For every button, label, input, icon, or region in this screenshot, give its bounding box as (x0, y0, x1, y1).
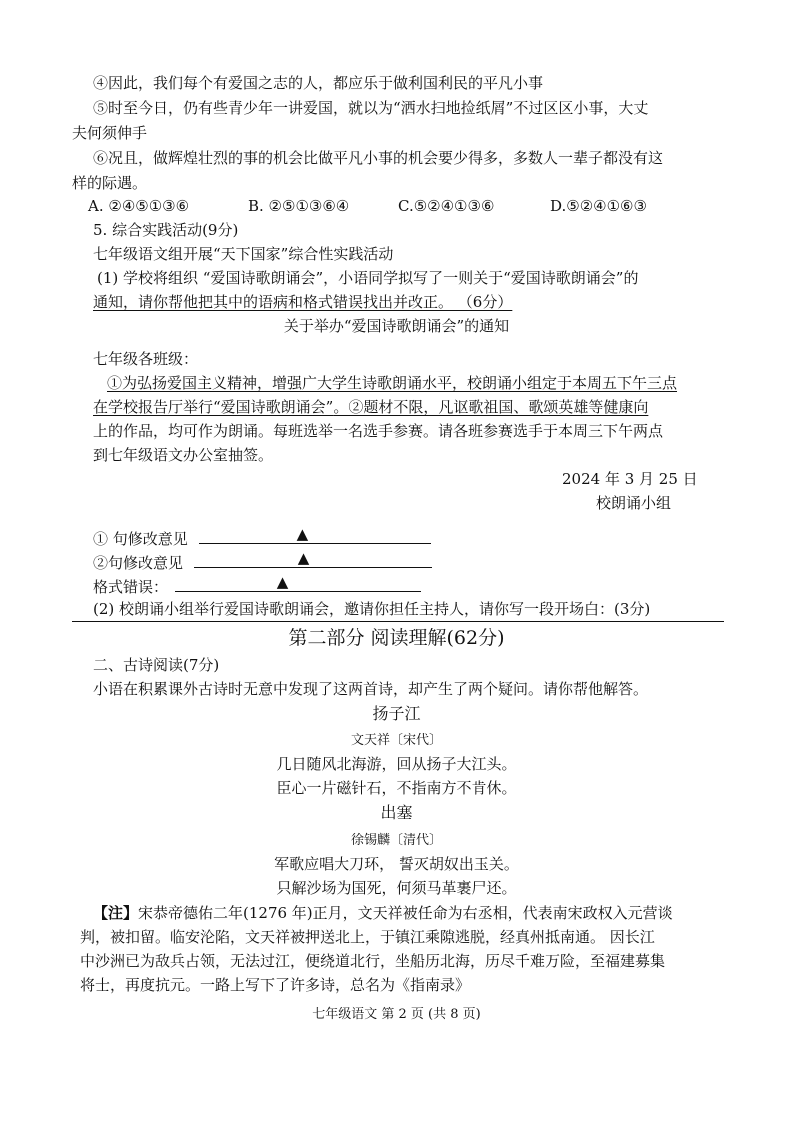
q4-sentence-5a: ⑤时至今日，仍有些青少年一讲爱国，就以为“洒水扫地捡纸屑”不过区区小事，大丈 (93, 99, 649, 117)
fill-2-blank[interactable] (194, 551, 432, 568)
q4-sentence-4: ④因此，我们每个有爱国之志的人，都应乐于做利国利民的平凡小事 (93, 74, 544, 92)
fill-line-2 (93, 551, 432, 573)
notice-body-2a: 。②题材不限，凡讴歌祖国、歌颂英雄等健康向 (333, 398, 649, 416)
poem1-title: 扬子江 (372, 704, 421, 723)
fill-3-blank[interactable] (175, 575, 421, 592)
poem1-line1: 几日随风北海游，回从扬子大江头。 (276, 755, 517, 773)
fill-1-blank[interactable] (199, 527, 431, 544)
notice-body-4: 到七年级语文办公室抽签。 (93, 446, 274, 464)
poem2-line1: 军歌应唱大刀环， 誓灭胡奴出玉关。 (274, 855, 519, 873)
fill-line-3 (93, 575, 421, 597)
notice-date: 2024 年 3 月 25 日 (562, 470, 698, 488)
section-divider (72, 621, 724, 622)
option-a[interactable]: A. ②④⑤①③⑥ (88, 197, 190, 215)
poem1-author: 文天祥〔宋代〕 (350, 733, 442, 748)
q5-part2: (2) 校朗诵小组举行爱国诗歌朗诵会，邀请你担任主持人，请你写一段开场白：(3分) (93, 600, 651, 618)
page-footer: 七年级语文 第 2 页 (共 8 页) (312, 1007, 481, 1022)
notice-title: 关于举办“爱国诗歌朗诵会”的通知 (283, 317, 510, 335)
note-line-2: 判，被扣留。临安沦陷，文天祥被押送北上，于镇江乘隙逃脱，经真州抵南通。 因长江 (80, 928, 655, 946)
notice-body-1a: ①为弘扬爱国主义精神，增强广大学生诗歌朗诵水平，校朗诵小组定于本周五下午三点 (107, 374, 678, 392)
poem2-title: 出塞 (380, 803, 413, 822)
q5-part1-a: (1) 学校将组织 “爱国诗歌朗诵会”，小语同学拟写了一则关于“爱国诗歌朗诵会”的 (97, 269, 639, 287)
note-text-1: 宋恭帝德佑二年(1276 年)正月，文天祥被任命为右丞相，代表南宋政权入元营谈 (138, 904, 673, 922)
notice-body-2 (93, 397, 648, 417)
q4-sentence-6a: ⑥况且，做辉煌壮烈的事的机会比做平凡小事的机会要少得多，多数人一辈子都没有这 (93, 149, 664, 167)
note-label: 【注】 (93, 904, 139, 922)
notice-salutation: 七年级各班级： (93, 350, 199, 368)
q5-part1-b: 通知，请你帮他把其中的语病和格式错误找出并改正。 （6分） (93, 293, 513, 311)
fill-2-label: ②句修改意见 (93, 554, 184, 572)
part2-heading: 第二部分 阅读理解(62分) (288, 627, 505, 649)
part2-intro: 小语在积累课外古诗时无意中发现了这两首诗，却产生了两个疑问。请你帮他解答。 (93, 680, 649, 698)
notice-body-1b: 在学校报告厅举行“爱国诗歌朗诵会” (93, 398, 334, 416)
q4-sentence-5b: 夫何须伸手 (72, 124, 148, 142)
fill-line-1 (93, 527, 431, 549)
note-line-1 (93, 903, 673, 923)
fill-3-label: 格式错误： (93, 578, 169, 596)
triangle-icon: ▲ (276, 573, 289, 591)
notice-signer: 校朗诵小组 (596, 494, 672, 512)
option-b[interactable]: B. ②⑤①③⑥④ (248, 197, 350, 215)
triangle-icon: ▲ (297, 549, 310, 567)
note-line-3: 中沙洲已为敌兵占领，无法过江，便绕道北行，坐船历北海，历尽千难万险，至福建募集 (80, 952, 666, 970)
poem1-line2: 臣心一片磁针石，不指南方不肯休。 (276, 779, 517, 797)
q4-sentence-6b: 样的际遇。 (72, 174, 148, 192)
note-line-4: 将士，再度抗元。一路上写下了许多诗，总名为《指南录》 (80, 976, 471, 994)
option-d[interactable]: D.⑤②④①⑥③ (550, 197, 647, 215)
fill-1-label: ① 句修改意见 (93, 530, 188, 548)
q5-title: 5. 综合实践活动(9分) (93, 221, 239, 239)
part2-subheading: 二、古诗阅读(7分) (93, 656, 220, 674)
poem2-line2: 只解沙场为国死，何须马革裹尸还。 (276, 879, 517, 897)
triangle-icon: ▲ (296, 525, 309, 543)
q5-intro: 七年级语文组开展“天下国家”综合性实践活动 (93, 245, 394, 263)
option-c[interactable]: C.⑤②④①③⑥ (398, 197, 495, 215)
poem2-author: 徐锡麟〔清代〕 (350, 833, 442, 848)
notice-body-3: 上的作品，均可作为朗诵。每班选举一名选手参赛。请各班参赛选手于本周三下午两点 (93, 422, 664, 440)
